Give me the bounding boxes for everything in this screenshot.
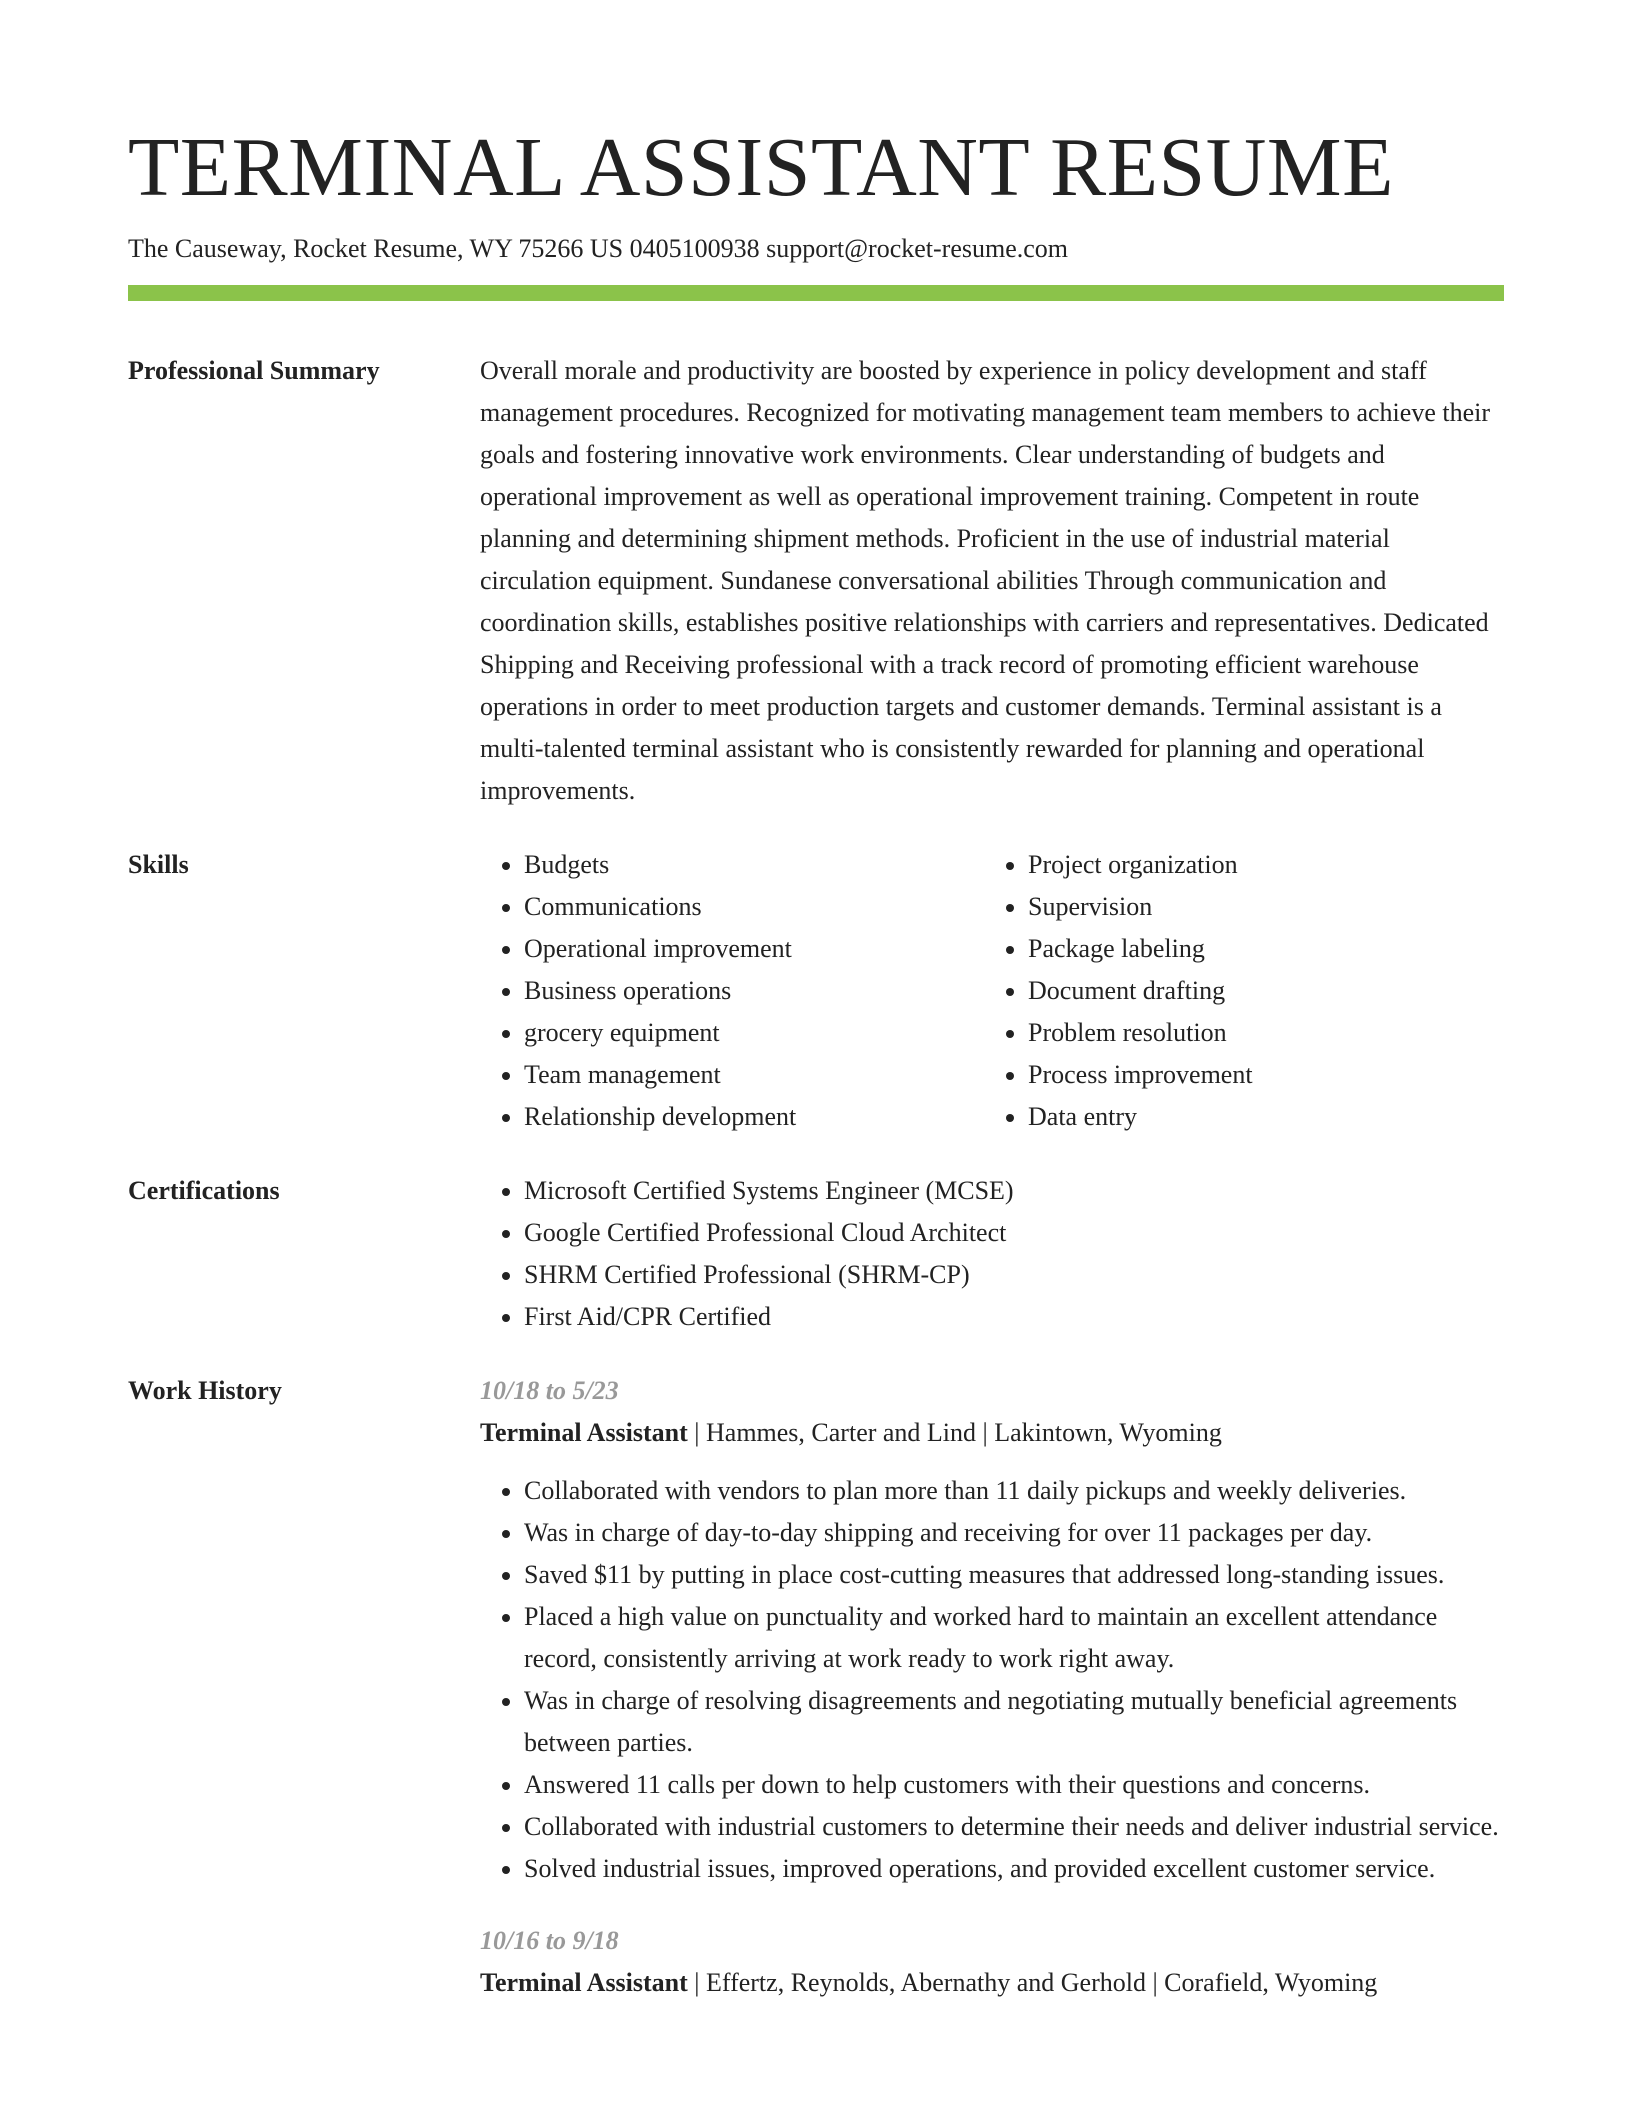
list-item: • Communications	[524, 886, 984, 928]
section-work-history	[128, 1370, 1504, 2034]
section-skills	[128, 844, 1504, 1138]
resume-title: TERMINAL ASSISTANT RESUME	[128, 121, 1394, 214]
list-item: • Saved $11 by putting in place cost-cutting measures that addressed long-standing issues.	[524, 1554, 1504, 1596]
list-item: • Operational improvement	[524, 928, 984, 970]
list-item: • Collaborated with industrial customers to determine their needs and deliver industrial service.	[524, 1806, 1504, 1848]
section-body	[480, 350, 1504, 812]
section-professional-summary	[128, 350, 1504, 812]
job-title: Terminal Assistant	[480, 1968, 688, 1997]
job-entry	[480, 1920, 1504, 2004]
section-label: Certifications	[128, 1176, 280, 1205]
list-item: • Solved industrial issues, improved operations, and provided excellent customer service.	[524, 1848, 1504, 1890]
skills-list	[984, 844, 1488, 1138]
skills-column-1	[480, 844, 984, 1138]
list-item: • Supervision	[1028, 886, 1488, 928]
job-details: | Hammes, Carter and Lind | Lakintown, Wyoming	[687, 1418, 1222, 1447]
job-dates: 10/18 to 5/23	[480, 1376, 619, 1405]
skills-list	[480, 844, 984, 1138]
list-item: • Collaborated with vendors to plan more than 11 daily pickups and weekly deliveries.	[524, 1470, 1504, 1512]
section-label: Professional Summary	[128, 356, 380, 385]
job-bullets	[480, 1470, 1504, 1890]
list-item: • Process improvement	[1028, 1054, 1488, 1096]
job-title: Terminal Assistant	[480, 1418, 688, 1447]
summary-text: Overall morale and productivity are boosted by experience in policy development and staff management procedures. Recognized for motivating management team members to achieve their goals and fostering innovative work environments. Clear understanding of budgets and operational improvement as well as operational improvement training. Competent in route planning and determining shipment methods. Proficient in the use of industrial material circulation equipment. Sundanese conversational abilities Through communication and coordination skills, establishes positive relationships with carriers and representatives. Dedicated Shipping and Receiving professional with a track record of promoting efficient warehouse operations in order to meet production targets and customer demands. Terminal assistant is a multi-talented terminal assistant who is consistently rewarded for planning and operational improvements.	[480, 356, 1491, 805]
resume-content	[128, 350, 1504, 2034]
contact-line: The Causeway, Rocket Resume, WY 75266 US 0405100938 support@rocket-resume.com	[128, 234, 1069, 263]
list-item: • Was in charge of day-to-day shipping and receiving for over 11 packages per day.	[524, 1512, 1504, 1554]
list-item: • First Aid/CPR Certified	[524, 1296, 1504, 1338]
list-item: • Package labeling	[1028, 928, 1488, 970]
skills-column-2	[984, 844, 1488, 1138]
list-item: • Was in charge of resolving disagreements and negotiating mutually beneficial agreements between parties.	[524, 1680, 1504, 1764]
list-item: • Business operations	[524, 970, 984, 1012]
list-item: • Relationship development	[524, 1096, 984, 1138]
certifications-list	[480, 1170, 1504, 1338]
accent-divider	[128, 285, 1504, 301]
list-item: • Data entry	[1028, 1096, 1488, 1138]
job-entry	[480, 1370, 1504, 1890]
list-item: • Answered 11 calls per down to help customers with their questions and concerns.	[524, 1764, 1504, 1806]
skills-grid	[480, 844, 1504, 1138]
section-label: Work History	[128, 1376, 282, 1405]
job-title-line	[480, 1412, 1504, 1454]
list-item: • Microsoft Certified Systems Engineer (MCSE)	[524, 1170, 1504, 1212]
list-item: • Problem resolution	[1028, 1012, 1488, 1054]
section-certifications	[128, 1170, 1504, 1338]
list-item: • Team management	[524, 1054, 984, 1096]
list-item: • SHRM Certified Professional (SHRM-CP)	[524, 1254, 1504, 1296]
section-label: Skills	[128, 850, 189, 879]
list-item: • Project organization	[1028, 844, 1488, 886]
job-title-line	[480, 1962, 1504, 2004]
list-item: • Placed a high value on punctuality and worked hard to maintain an excellent attendance record, consistently arriving at work ready to work right away.	[524, 1596, 1504, 1680]
list-item: • Document drafting	[1028, 970, 1488, 1012]
list-item: • Budgets	[524, 844, 984, 886]
list-item: • Google Certified Professional Cloud Architect	[524, 1212, 1504, 1254]
list-item: • grocery equipment	[524, 1012, 984, 1054]
job-details: | Effertz, Reynolds, Abernathy and Gerhold | Corafield, Wyoming	[687, 1968, 1378, 1997]
section-body	[480, 1370, 1504, 2034]
job-dates: 10/16 to 9/18	[480, 1926, 619, 1955]
section-body	[480, 1170, 1504, 1338]
